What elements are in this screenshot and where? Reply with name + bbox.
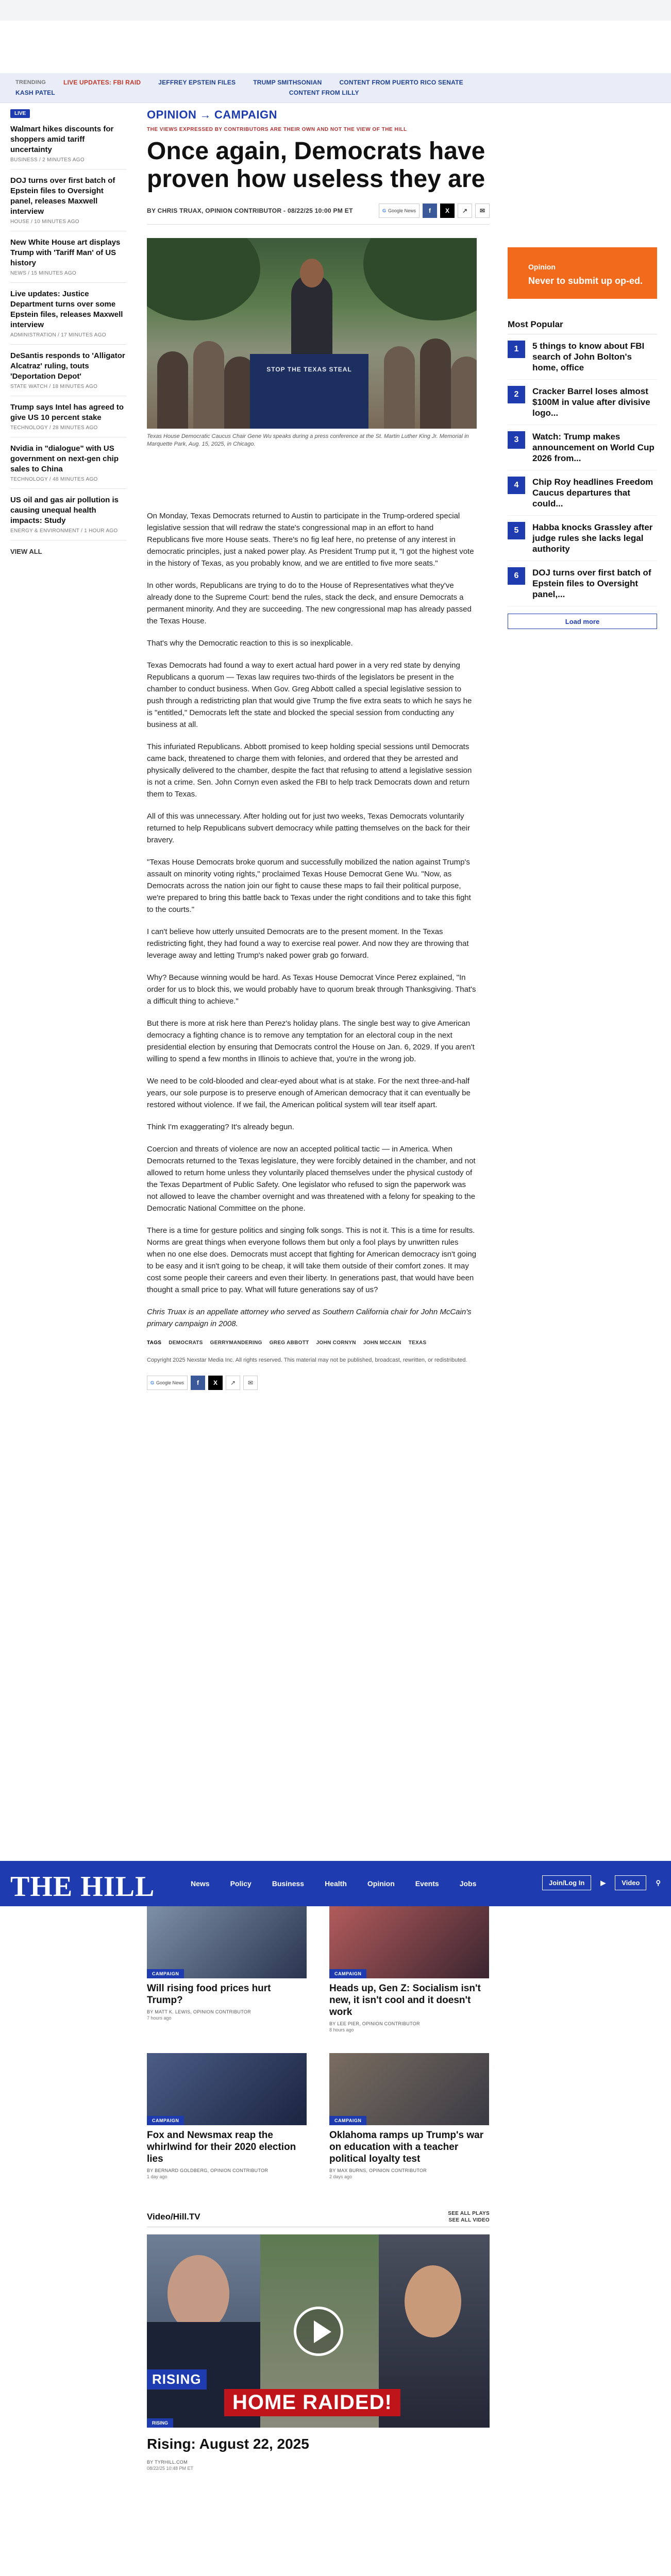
card-image (329, 1906, 489, 1978)
most-popular-item[interactable] (508, 516, 657, 561)
category-badge: CAMPAIGN (147, 1969, 184, 1978)
card-byline: BY MAX BURNS, OPINION CONTRIBUTOR (329, 2168, 427, 2173)
tag-link[interactable]: JOHN MCCAIN (363, 1340, 401, 1346)
article-paragraph: But there is more at risk here than Perez's holiday plans. The single best way to give American democracy a fighting chance is to remove any temptation for an electoral coup in the next presidential election by ensuring that Democrats control the House on Jan. 6, 2029. If you aren't willing to spend a few months in Illinois to achieve that, you're in the wrong job. (147, 1019, 475, 1063)
most-popular-headline[interactable]: Habba knocks Grassley after judge rules she lacks legal authority (532, 522, 653, 554)
podium-sign: STOP THE TEXAS STEAL (266, 366, 352, 373)
google-news-button[interactable]: G Google News (147, 1376, 188, 1390)
latest-news-meta: NEWS / 15 MINUTES AGO (10, 270, 76, 276)
load-more-button[interactable]: Load more (508, 614, 657, 629)
latest-news-item[interactable] (10, 231, 126, 283)
card-time: 2 days ago (329, 2174, 353, 2179)
share-bar-bottom (147, 1376, 490, 1390)
article-paragraph: There is a time for gesture politics and singing folk songs. This is not it. This is a time for results. Norms are great things when everyone follows them but only a fool plays by unwritten rules when no one else does. Democrats must accept that fighting for American democracy isn't going to be easy and it isn't going to be cheap, it will take them outside of their comfort zones. It may cost some people their careers and even their liberty. In generations past, that would have been thought a small price to pay. What will future generations say of us? (147, 1226, 477, 1294)
card-headline[interactable]: Heads up, Gen Z: Socialism isn't new, it isn't cool and it doesn't work (329, 1983, 481, 2018)
latest-news-item[interactable] (10, 118, 126, 170)
article-paragraph: I can't believe how utterly unsuited Democrats are to the present moment. In the Texas redistricting fight, they had found a way to exercise real power. And now they are throwing that leverage away and letting Trump's naked power grab go forward. (147, 927, 469, 960)
share-bar (379, 204, 490, 218)
rank-number: 1 (508, 341, 525, 358)
rank-number: 2 (508, 386, 525, 403)
category-badge: CAMPAIGN (329, 2116, 366, 2125)
header-actions (542, 1875, 661, 1890)
latest-news-item[interactable] (10, 396, 126, 437)
op-ed-promo[interactable] (508, 247, 657, 299)
card-byline: BY BERNARD GOLDBERG, OPINION CONTRIBUTOR (147, 2168, 269, 2173)
opinion-disclaimer: THE VIEWS EXPRESSED BY CONTRIBUTORS ARE THEIR OWN AND NOT THE VIEW OF THE HILL (147, 127, 407, 132)
video-headline[interactable]: Rising: August 22, 2025 (147, 2436, 309, 2452)
campaign-card-grid (147, 1906, 490, 2179)
article-paragraph: Think I'm exaggerating? It's already begun. (147, 1123, 294, 1131)
share-icon[interactable]: ↗ (458, 204, 472, 218)
share-icon[interactable]: ↗ (226, 1376, 240, 1390)
campaign-card[interactable] (147, 1906, 307, 2032)
most-popular-item[interactable] (508, 425, 657, 470)
article-paragraph: In other words, Republicans are trying to do to the House of Representatives what they've already done to the Supreme Court: bend the rules, stack the deck, and ensure Democrats a permanent minority. And they are succeeding. The new congressional map has already passed the Texas House. (147, 581, 472, 625)
byline-row (147, 204, 490, 225)
card-time: 8 hours ago (329, 2027, 354, 2032)
article-paragraph: Texas Democrats had found a way to exert actual hard power in a very red state by denying Republicans a quorum — Texas law requires two-thirds of the legislators be present in the chamber to conduct business. When Gov. Greg Abbott called a special legislative session to push through a redistricting plan that would give Trump the five extra seats to which he says he is "entitled," Democrats left the state and blocked the special session from conducting any business at all. (147, 661, 472, 729)
latest-news-item[interactable] (10, 170, 126, 231)
article-paragraph: "Texas House Democrats broke quorum and successfully mobilized the nation against Trump's assault on minority voting rights," proclaimed Texas House Democrat Gene Wu. "Now, as Democrats across the nation join our fight to cause these maps to fail their political purpose, we're prepared to bring this battle back to Texas under the right conditions and to take this fight to the courts." (147, 858, 471, 914)
most-popular-item[interactable] (508, 561, 657, 606)
top-utility-bar (0, 0, 671, 21)
latest-news-meta: STATE WATCH / 18 MINUTES AGO (10, 384, 98, 389)
tag-link[interactable]: GREG ABBOTT (269, 1340, 309, 1346)
byline: BY CHRIS TRUAX, OPINION CONTRIBUTOR - 08/22/25 10:00 PM ET (147, 207, 353, 214)
card-byline: BY LEE PIER, OPINION CONTRIBUTOR (329, 2021, 420, 2026)
most-popular-item[interactable] (508, 470, 657, 516)
play-button-icon[interactable] (294, 2307, 343, 2356)
live-badge: LIVE (10, 109, 30, 118)
most-popular-item[interactable] (508, 380, 657, 425)
category-badge: CAMPAIGN (329, 1969, 366, 1978)
x-share-icon[interactable]: X (440, 204, 455, 218)
nav-item[interactable]: Business (272, 1879, 305, 1888)
x-share-icon[interactable]: X (208, 1376, 223, 1390)
video-player[interactable] (147, 2234, 490, 2428)
rank-number: 6 (508, 567, 525, 585)
most-popular-item[interactable] (508, 334, 657, 380)
tag-link[interactable]: JOHN CORNYN (316, 1340, 356, 1346)
breadcrumb (147, 108, 490, 122)
promo-text: Never to submit up op-ed. (528, 276, 643, 286)
article-paragraph: Chris Truax is an appellate attorney who served as Southern California chair for John McCain's primary campaign in 2008. (147, 1308, 472, 1328)
latest-news-headline[interactable]: Nvidia in "dialogue" with US government on next-gen chip sales to China (10, 444, 119, 473)
ticker-link[interactable]: CONTENT FROM LILLY (289, 89, 359, 96)
breadcrumb-campaign[interactable]: CAMPAIGN (214, 108, 278, 121)
article-paragraph: On Monday, Texas Democrats returned to Austin to participate in the Trump-ordered special legislative session that will redraw the state's congressional map in an effort to hand Republicans five more House seats. There's no fig leaf here, no pretense of any interest in democratic principles, just a naked power play. As President Trump put it, "I got the highest vote in the history of Texas, as you probably know, and we are entitled to five more seats." (147, 512, 474, 568)
search-icon[interactable]: ⚲ (656, 1878, 661, 1887)
nav-item[interactable]: Opinion (367, 1879, 395, 1888)
tag-link[interactable]: GERRYMANDERING (210, 1340, 262, 1346)
latest-news-headline[interactable]: Live updates: Justice Department turns over some Epstein files, releases Maxwell interview (10, 290, 123, 329)
card-byline: BY MATT K. LEWIS, OPINION CONTRIBUTOR (147, 2009, 251, 2014)
latest-news-headline[interactable]: US oil and gas air pollution is causing unequal health impacts: Study (10, 496, 119, 525)
view-all-link[interactable]: VIEW ALL (10, 548, 42, 555)
rank-number: 3 (508, 431, 525, 449)
latest-news-item[interactable] (10, 489, 126, 540)
nav-item[interactable]: Policy (230, 1879, 251, 1888)
article-body (147, 510, 477, 1330)
image-caption: Texas House Democratic Caucus Chair Gene Wu speaks during a press conference at the St. Martin Luther King Jr. Memorial in Marquette Park, Aug. 15, 2025, in Chicago. (147, 433, 469, 447)
facebook-share-icon[interactable]: f (423, 204, 437, 218)
card-time: 1 day ago (147, 2174, 167, 2179)
nav-item[interactable]: Jobs (459, 1879, 477, 1888)
join-login-button[interactable]: Join/Log In (542, 1875, 591, 1890)
card-image (147, 1906, 307, 1978)
latest-news-item[interactable] (10, 283, 126, 345)
campaign-card[interactable] (147, 2053, 307, 2179)
latest-news-meta: TECHNOLOGY / 28 MINUTES AGO (10, 425, 98, 431)
latest-news-meta: ENERGY & ENVIRONMENT / 1 HOUR AGO (10, 528, 118, 534)
campaign-card[interactable] (329, 1906, 489, 2032)
breadcrumb-opinion[interactable]: OPINION (147, 108, 197, 121)
latest-news-headline[interactable]: DOJ turns over first batch of Epstein files to Oversight panel, releases Maxwell interview (10, 176, 115, 216)
google-icon: G (150, 1380, 155, 1385)
latest-news-item[interactable] (10, 437, 126, 489)
google-icon: G (382, 208, 386, 213)
ticker-link[interactable]: CONTENT FROM PUERTO RICO SENATE (339, 79, 463, 86)
site-logo[interactable]: THE HILL (10, 1871, 155, 1903)
ticker-link[interactable]: KASH PATEL (15, 89, 55, 96)
most-popular-headline[interactable]: Chip Roy headlines Freedom Caucus departures that could... (532, 477, 653, 509)
ticker-link[interactable]: TRUMP SMITHSONIAN (253, 79, 322, 86)
trending-ticker (0, 73, 671, 103)
ticker-link[interactable]: JEFFREY EPSTEIN FILES (158, 79, 236, 86)
most-popular-headline[interactable]: 5 things to know about FBI search of John Bolton's home, office (532, 341, 645, 372)
promo-kicker: Opinion (528, 263, 556, 271)
card-headline[interactable]: Will rising food prices hurt Trump? (147, 1983, 271, 2006)
tags-label: TAGS (147, 1340, 162, 1346)
article-paragraph: All of this was unnecessary. After holding out for just two weeks, Texas Democrats voluntarily returned to help Republicans subvert democracy while patting themselves on the back for their bravery. (147, 812, 471, 844)
most-popular-headline[interactable]: DOJ turns over first batch of Epstein files to Oversight panel,... (532, 568, 651, 599)
rank-number: 4 (508, 477, 525, 494)
card-headline[interactable]: Oklahoma ramps up Trump's war on education with a teacher political loyalty test (329, 2130, 484, 2164)
copyright-notice: Copyright 2025 Nexstar Media Inc. All rights reserved. This material may not be published, broadcast, rewritten, or redistributed. (147, 1357, 467, 1363)
right-rail (508, 247, 657, 629)
card-time: 7 hours ago (147, 2015, 172, 2021)
most-popular-headline[interactable]: Watch: Trump makes announcement on World Cup 2026 from... (532, 432, 655, 463)
section-title: Video/Hill.TV (147, 2212, 200, 2222)
latest-news-meta: ADMINISTRATION / 17 MINUTES AGO (10, 332, 106, 338)
latest-news-meta: TECHNOLOGY / 48 MINUTES AGO (10, 477, 98, 482)
article-paragraph: This infuriated Republicans. Abbott promised to keep holding special sessions until Democrats came back, threatened to charge them with felonies, and ordered that they be arrested and physically delivered to the chamber, despite the fact that refusing to attend a legislative session is not a crime. Sen. John Cornyn even asked the FBI to help track Democrats down and return them to Texas. (147, 742, 472, 799)
rank-number: 5 (508, 522, 525, 539)
nav-item[interactable]: Events (415, 1879, 439, 1888)
video-button[interactable]: Video (615, 1875, 646, 1890)
latest-news-item[interactable] (10, 345, 126, 396)
video-banner: HOME RAIDED! (224, 2389, 400, 2416)
hero-image (147, 238, 477, 429)
video-section (147, 2210, 490, 2471)
latest-news-meta: HOUSE / 10 MINUTES AGO (10, 219, 79, 225)
latest-news-headline[interactable]: Walmart hikes discounts for shoppers amid tariff uncertainty (10, 125, 114, 154)
video-date: 08/22/25 10:48 PM ET (147, 2466, 194, 2471)
latest-news-headline[interactable]: Trump says Intel has agreed to give US 10 percent stake (10, 403, 124, 422)
video-byline: BY TYRHILL.COM (147, 2460, 188, 2465)
video-badge: RISING (147, 2418, 173, 2428)
trending-label: TRENDING (15, 79, 46, 86)
article-paragraph: That's why the Democratic reaction to this is so inexplicable. (147, 639, 353, 648)
card-image (329, 2053, 489, 2125)
category-badge: CAMPAIGN (147, 2116, 184, 2125)
article-paragraph: We need to be cold-blooded and clear-eyed about what is at stake. For the next three-and-half years, our sole purpose is to preserve enough of American democracy that it can eventually be restored without violence. If we fail, the American political system will tear itself apart. (147, 1077, 471, 1109)
campaign-card[interactable] (329, 2053, 489, 2179)
email-share-icon[interactable]: ✉ (243, 1376, 258, 1390)
see-all-plays-link[interactable]: SEE ALL PLAYS (448, 2211, 490, 2216)
nav-item[interactable]: Health (325, 1879, 347, 1888)
most-popular-title: Most Popular (508, 319, 657, 334)
article (147, 108, 490, 1390)
see-all-video-link[interactable]: SEE ALL VIDEO (448, 2217, 490, 2223)
rising-logo: RISING (147, 2369, 207, 2389)
tag-link[interactable]: DEMOCRATS (169, 1340, 203, 1346)
ticker-link[interactable]: LIVE UPDATES: FBI RAID (63, 79, 141, 86)
latest-news-meta: BUSINESS / 2 MINUTES AGO (10, 157, 85, 163)
latest-news-sidebar (10, 108, 126, 555)
latest-news-headline[interactable]: DeSantis responds to 'Alligator Alcatraz' ruling, touts 'Deportation Depot' (10, 351, 125, 381)
tag-list (147, 1340, 490, 1346)
card-image (147, 2053, 307, 2125)
facebook-share-icon[interactable]: f (191, 1376, 205, 1390)
tag-link[interactable]: TEXAS (408, 1340, 427, 1346)
article-paragraph: Why? Because winning would be hard. As Texas House Democrat Vince Perez explained, "In order for us to block this, we would probably have to quorum break through Thanksgiving. That's a difficult thing to achieve." (147, 973, 476, 1006)
breadcrumb-arrow-icon: → (199, 108, 211, 121)
latest-news-headline[interactable]: New White House art displays Trump with 'Tariff Man' of US history (10, 238, 121, 267)
more-campaign-news (147, 1870, 490, 1884)
email-share-icon[interactable]: ✉ (475, 204, 490, 218)
nav-item[interactable]: News (191, 1879, 210, 1888)
google-news-button[interactable]: G Google News (379, 204, 420, 218)
card-headline[interactable]: Fox and Newsmax reap the whirlwind for their 2020 election lies (147, 2130, 296, 2164)
page-title: Once again, Democrats have proven how useless they are (147, 138, 485, 193)
article-paragraph: Coercion and threats of violence are now an accepted political tactic — in America. When Democrats returned to the Texas legislature, they were forcibly detained in the chamber, and not allowed to return home unless they voluntarily placed themselves under the physical custody of the Texas Department of Public Safety. One legislator who refused to sign the paperwork was not allowed to leave the chamber overnight and was threatened with a felony for speaking to the Democratic National Committee on the phone. (147, 1145, 476, 1213)
most-popular-headline[interactable]: Cracker Barrel loses almost $100M in value after divisive logo... (532, 386, 650, 418)
play-icon: ▶ (600, 1878, 606, 1887)
